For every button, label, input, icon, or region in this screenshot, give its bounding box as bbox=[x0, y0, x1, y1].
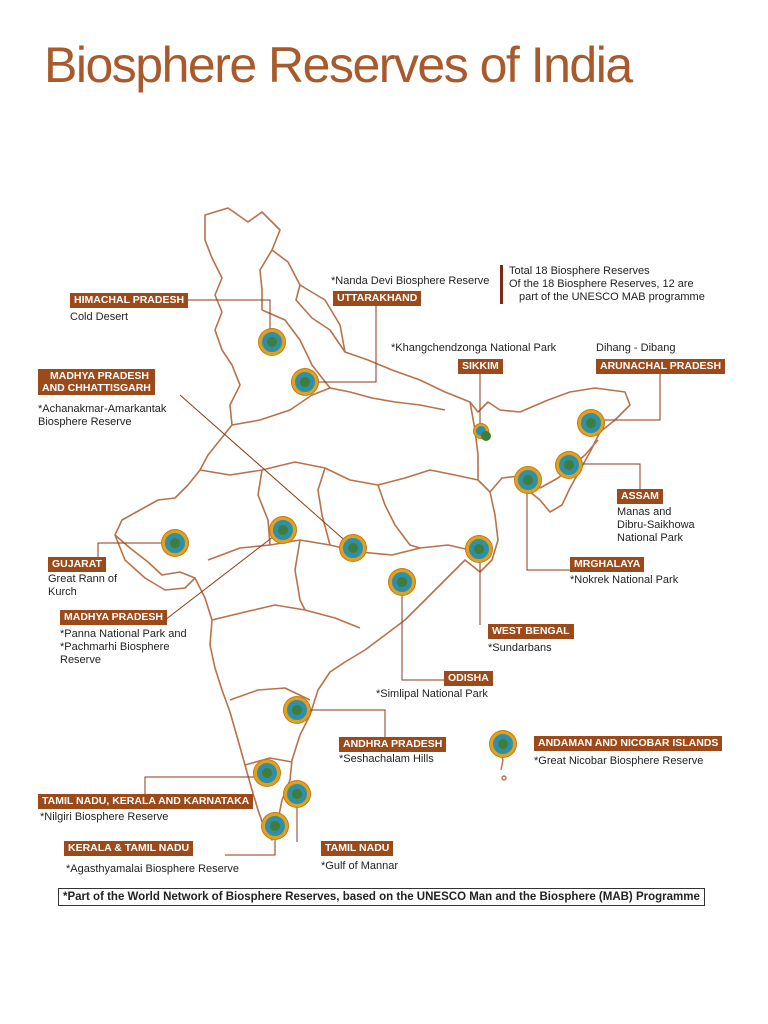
reserve-line: *Panna National Park and bbox=[60, 628, 187, 640]
reserve-manas-dibru bbox=[617, 506, 695, 545]
reserve-agasthyamalai: *Agasthyamalai Biosphere Reserve bbox=[66, 863, 240, 875]
reserve-marker-manas[interactable] bbox=[556, 452, 582, 478]
reserve-marker-nokrek[interactable] bbox=[515, 467, 541, 493]
label-sikkim: SIKKIM bbox=[458, 359, 503, 374]
reserve-marker-gulf-of-mannar[interactable] bbox=[284, 781, 310, 807]
reserve-panna-pachmarhi bbox=[60, 628, 187, 667]
reserve-great-nicobar: *Great Nicobar Biosphere Reserve bbox=[534, 755, 704, 767]
label-tamil-nadu: TAMIL NADU bbox=[321, 841, 393, 856]
reserve-simlipal: *Simlipal National Park bbox=[376, 688, 488, 700]
reserve-marker-nanda-devi[interactable] bbox=[292, 369, 318, 395]
reserve-marker-great-rann[interactable] bbox=[162, 530, 188, 556]
label-andhra-pradesh: ANDHRA PRADESH bbox=[339, 737, 446, 752]
label-west-bengal: WEST BENGAL bbox=[488, 624, 574, 639]
page-title: Biosphere Reserves of India bbox=[44, 37, 632, 93]
label-uttarakhand: UTTARAKHAND bbox=[333, 291, 421, 306]
reserve-line: Kurch bbox=[48, 586, 77, 598]
note-line: part of the UNESCO MAB programme bbox=[519, 291, 705, 303]
reserve-marker-cold-desert[interactable] bbox=[259, 329, 285, 355]
note-line: Total 18 Biosphere Reserves bbox=[509, 265, 650, 277]
reserve-line: Reserve bbox=[60, 654, 101, 666]
reserve-gulf-of-mannar: *Gulf of Mannar bbox=[321, 860, 399, 872]
reserve-achanakmar bbox=[38, 403, 166, 429]
label-kerala-tamil-nadu: KERALA & TAMIL NADU bbox=[64, 841, 193, 856]
reserve-marker-achanakmar[interactable] bbox=[340, 535, 366, 561]
reserve-marker-great-nicobar[interactable] bbox=[490, 731, 516, 757]
reserve-nilgiri: *Nilgiri Biosphere Reserve bbox=[40, 811, 169, 823]
reserve-marker-sundarbans[interactable] bbox=[466, 536, 492, 562]
label-line: MADHYA PRADESH bbox=[50, 370, 149, 382]
label-assam: ASSAM bbox=[617, 489, 663, 504]
reserve-cold-desert: Cold Desert bbox=[70, 311, 129, 323]
reserve-marker-simlipal[interactable] bbox=[389, 569, 415, 595]
label-line: AND CHHATTISGARH bbox=[42, 382, 151, 394]
reserve-seshachalam: *Seshachalam Hills bbox=[339, 753, 434, 765]
reserve-nokrek: *Nokrek National Park bbox=[570, 574, 679, 586]
reserve-marker-dihang-dibang[interactable] bbox=[578, 410, 604, 436]
note-line: Of the 18 Biosphere Reserves, 12 are bbox=[509, 278, 694, 290]
reserve-line: National Park bbox=[617, 532, 684, 544]
reserve-marker-agasthyamalai[interactable] bbox=[262, 813, 288, 839]
label-odisha: ODISHA bbox=[444, 671, 493, 686]
reserve-line: *Achanakmar-Amarkantak bbox=[38, 403, 167, 415]
reserve-marker-nilgiri[interactable] bbox=[254, 760, 280, 786]
label-meghalaya: MRGHALAYA bbox=[570, 557, 644, 572]
reserve-great-rann bbox=[48, 573, 117, 599]
label-gujarat: GUJARAT bbox=[48, 557, 106, 572]
summary-notes bbox=[500, 265, 705, 304]
reserve-marker-khangchendzonga[interactable] bbox=[474, 424, 488, 438]
reserve-line: Biosphere Reserve bbox=[38, 416, 132, 428]
reserve-sundarbans: *Sundarbans bbox=[488, 642, 552, 654]
label-madhya-pradesh: MADHYA PRADESH bbox=[60, 610, 167, 625]
label-arunachal-pradesh: ARUNACHAL PRADESH bbox=[596, 359, 725, 374]
reserve-marker-seshachalam[interactable] bbox=[284, 697, 310, 723]
label-andaman-nicobar: ANDAMAN AND NICOBAR ISLANDS bbox=[534, 736, 722, 751]
label-mp-chhattisgarh bbox=[38, 369, 155, 395]
reserve-line: Great Rann of bbox=[48, 573, 118, 585]
reserve-line: Manas and bbox=[617, 506, 672, 518]
label-tn-kerala-karnataka: TAMIL NADU, KERALA AND KARNATAKA bbox=[38, 794, 253, 809]
label-himachal-pradesh: HIMACHAL PRADESH bbox=[70, 293, 188, 308]
reserve-khangchendzonga: *Khangchendzonga National Park bbox=[391, 342, 557, 354]
reserve-dihang-dibang: Dihang - Dibang bbox=[596, 342, 676, 354]
reserve-marker-panna[interactable] bbox=[270, 517, 296, 543]
reserve-line: *Pachmarhi Biosphere bbox=[60, 641, 170, 653]
footer-note: *Part of the World Network of Biosphere Reserves, based on the UNESCO Man and the Biosphere (MAB) Programme bbox=[58, 888, 705, 906]
reserve-nanda-devi: *Nanda Devi Biosphere Reserve bbox=[331, 275, 490, 287]
reserve-line: Dibru-Saikhowa bbox=[617, 519, 695, 531]
